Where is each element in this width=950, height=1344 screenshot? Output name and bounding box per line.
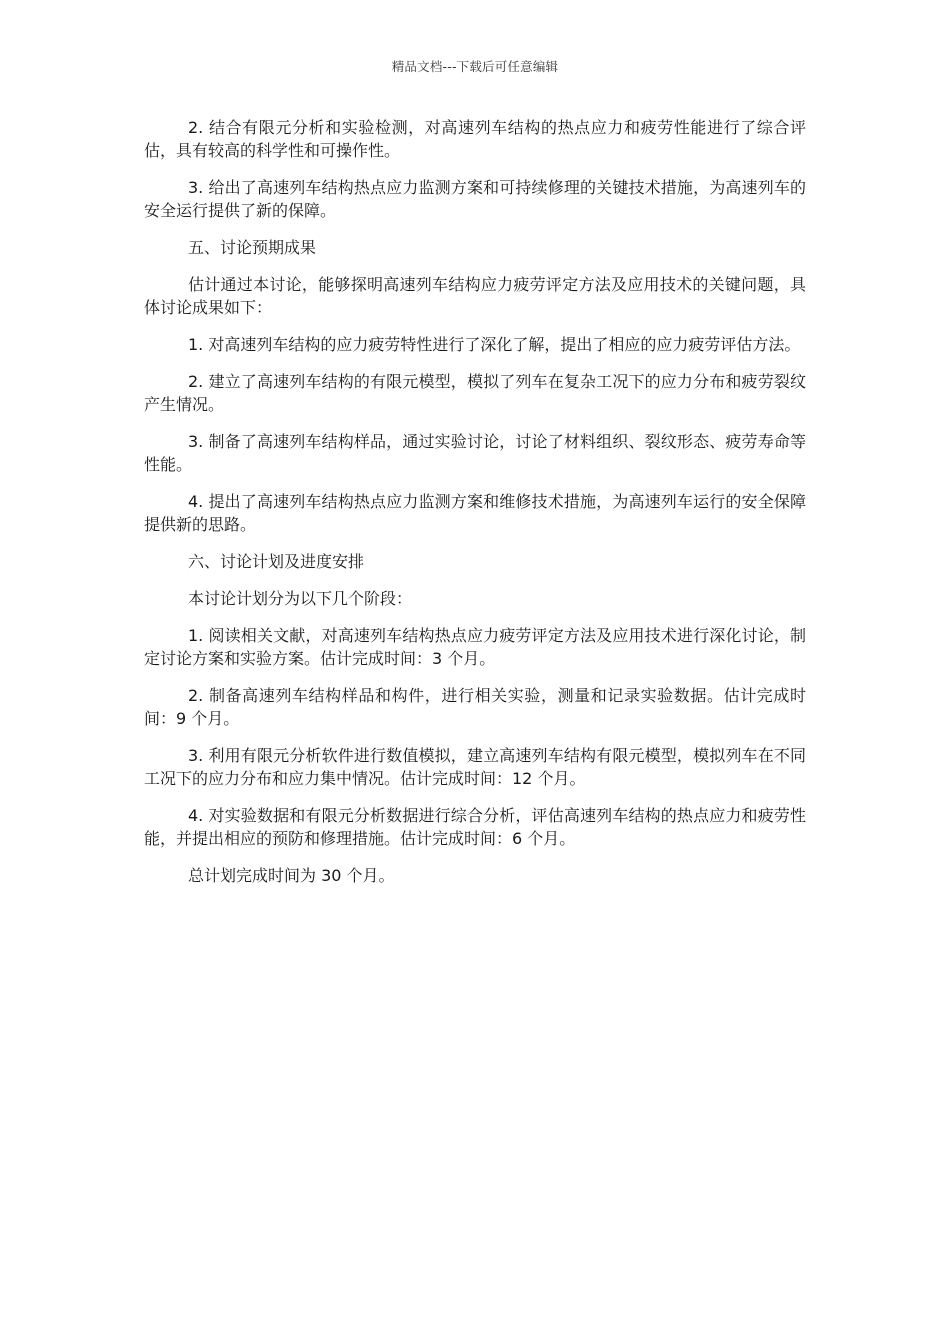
- list-item-outcome-3: 3. 制备了高速列车结构样品，通过实验讨论，讨论了材料组织、裂纹形态、疲劳寿命等性能。: [144, 432, 806, 474]
- list-item-outcome-4: 4. 提出了高速列车结构热点应力监测方案和维修技术措施，为高速列车运行的安全保障提供新的思路。: [144, 492, 806, 534]
- plan-intro-paragraph: 本讨论计划分为以下几个阶段：: [188, 589, 413, 608]
- section-intro-paragraph: 估计通过本讨论，能够探明高速列车结构应力疲劳评定方法及应用技术的关键问题，具体讨论成果如下：: [144, 275, 806, 317]
- list-item-stage-3: 3. 利用有限元分析软件进行数值模拟，建立高速列车结构有限元模型，模拟列车在不同工况下的应力分布和应力集中情况。估计完成时间：12 个月。: [144, 746, 806, 788]
- total-time-paragraph: 总计划完成时间为 30 个月。: [188, 866, 395, 885]
- section-heading-plan-schedule: 六、讨论计划及进度安排: [188, 552, 365, 571]
- list-item-outcome-1: 1. 对高速列车结构的应力疲劳特性进行了深化了解，提出了相应的应力疲劳评估方法。: [188, 335, 801, 354]
- list-item-result-3: 3. 给出了高速列车结构热点应力监测方案和可持续修理的关键技术措施，为高速列车的安全运行提供了新的保障。: [144, 178, 806, 220]
- section-heading-expected-results: 五、讨论预期成果: [188, 238, 317, 257]
- list-item-stage-4: 4. 对实验数据和有限元分析数据进行综合分析，评估高速列车结构的热点应力和疲劳性能，并提出相应的预防和修理措施。估计完成时间：6 个月。: [144, 806, 806, 848]
- list-item-result-2: 2. 结合有限元分析和实验检测，对高速列车结构的热点应力和疲劳性能进行了综合评估，具有较高的科学性和可操作性。: [144, 118, 806, 160]
- document-body: [144, 116, 806, 901]
- page-header: 精品文档---下载后可任意编辑: [391, 59, 559, 74]
- list-item-outcome-2: 2. 建立了高速列车结构的有限元模型，模拟了列车在复杂工况下的应力分布和疲劳裂纹产生情况。: [144, 372, 806, 414]
- list-item-stage-1: 1. 阅读相关文献，对高速列车结构热点应力疲劳评定方法及应用技术进行深化讨论，制定讨论方案和实验方案。估计完成时间：3 个月。: [144, 626, 806, 668]
- list-item-stage-2: 2. 制备高速列车结构样品和构件，进行相关实验，测量和记录实验数据。估计完成时间：9 个月。: [144, 686, 806, 728]
